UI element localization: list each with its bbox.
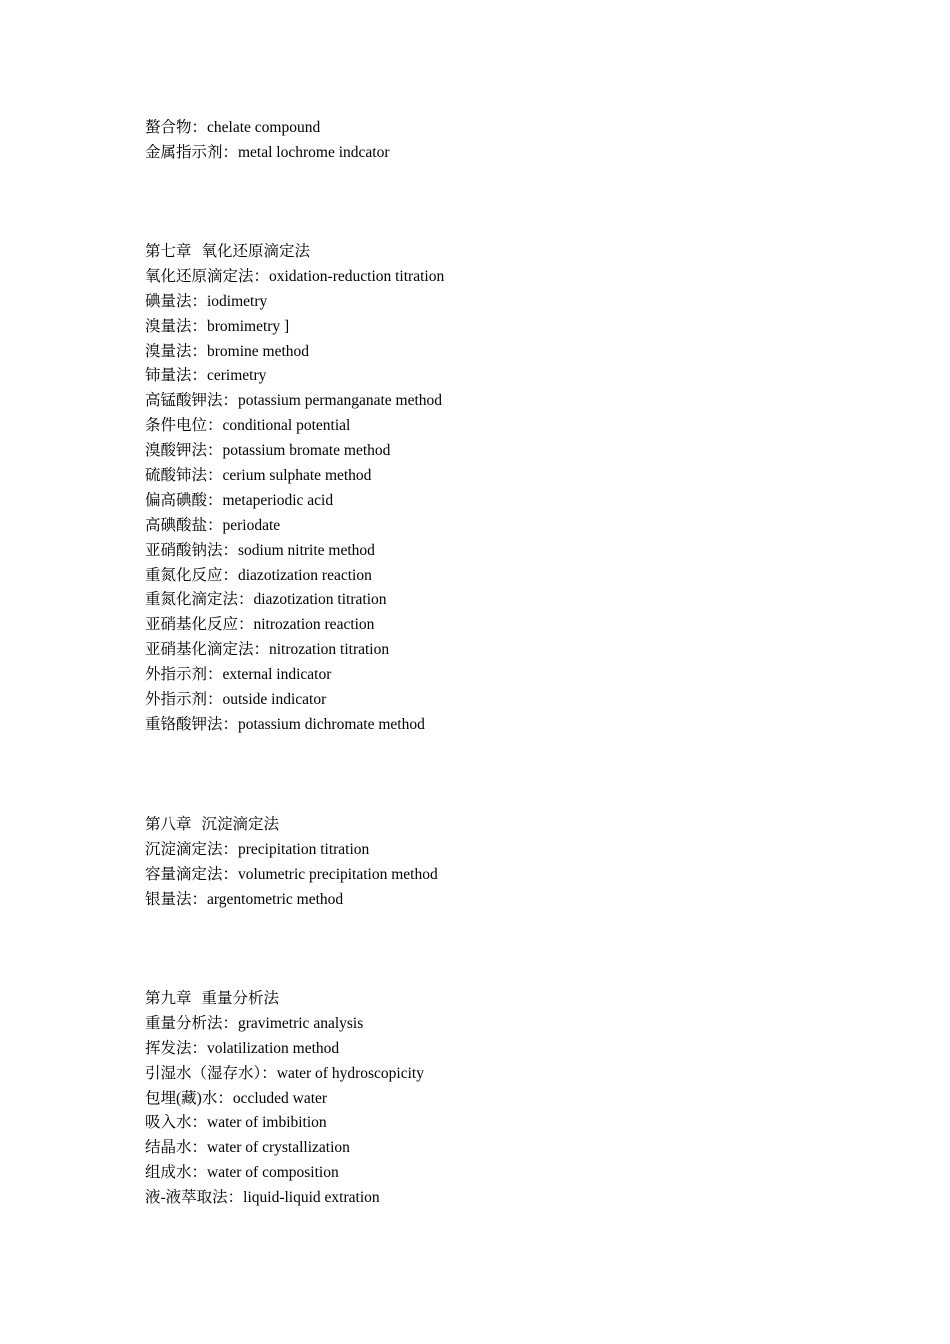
chapter-title: 氧化还原滴定法 bbox=[201, 243, 311, 260]
term-line: 引湿水（湿存水）：water of hydroscopicity bbox=[145, 1064, 424, 1082]
term-line: 外指示剂：outside indicator bbox=[145, 691, 327, 709]
term-line: 亚硝酸钠法：sodium nitrite method bbox=[145, 541, 375, 559]
term-line: 高锰酸钾法：potassium permanganate method bbox=[145, 392, 443, 410]
chapter-title: 重量分析法 bbox=[201, 990, 280, 1007]
chapter-heading bbox=[145, 240, 444, 265]
chapter-title: 沉淀滴定法 bbox=[201, 816, 280, 833]
term-line: 螯合物：chelate compound bbox=[145, 119, 321, 136]
chapter-8-section bbox=[145, 813, 438, 913]
term-line: 金属指示剂：metal lochrome indcator bbox=[145, 143, 390, 161]
term-line: 氧化还原滴定法：oxidation-reduction titration bbox=[145, 267, 445, 285]
term-line: 铈量法：cerimetry bbox=[145, 367, 267, 385]
term-line: 亚硝基化反应：nitrozation reaction bbox=[145, 616, 375, 634]
term-line: 碘量法：iodimetry bbox=[145, 292, 268, 310]
term-line: 沉淀滴定法：precipitation titration bbox=[145, 840, 370, 858]
term-line: 银量法：argentometric method bbox=[145, 890, 344, 908]
term-line: 液-液萃取法：liquid-liquid extration bbox=[145, 1189, 380, 1207]
term-line: 结晶水：water of crystallization bbox=[145, 1139, 350, 1157]
chapter-number: 第八章 bbox=[145, 816, 192, 833]
term-line: 吸入水：water of imbibition bbox=[145, 1114, 327, 1132]
term-line: 重量分析法：gravimetric analysis bbox=[145, 1014, 364, 1032]
term-line: 条件电位：conditional potential bbox=[145, 417, 351, 435]
chapter-number: 第七章 bbox=[145, 243, 192, 260]
term-line: 溴量法：bromimetry ] bbox=[145, 317, 290, 335]
chapter-number: 第九章 bbox=[145, 990, 192, 1007]
term-line: 偏高碘酸：metaperiodic acid bbox=[145, 491, 334, 509]
term-line: 外指示剂：external indicator bbox=[145, 666, 332, 684]
term-line: 溴量法：bromine method bbox=[145, 342, 310, 360]
term-line: 包埋(藏)水：occluded water bbox=[145, 1089, 328, 1107]
term-line: 重氮化滴定法：diazotization titration bbox=[145, 591, 387, 609]
term-line: 溴酸钾法：potassium bromate method bbox=[145, 442, 391, 460]
term-line: 挥发法：volatilization method bbox=[145, 1039, 340, 1057]
term-line: 硫酸铈法：cerium sulphate method bbox=[145, 467, 372, 485]
intro-term-list bbox=[145, 116, 390, 166]
term-line: 重铬酸钾法：potassium dichromate method bbox=[145, 715, 425, 733]
term-line: 容量滴定法：volumetric precipitation method bbox=[145, 865, 438, 883]
term-line: 组成水：water of composition bbox=[145, 1164, 339, 1182]
term-line: 重氮化反应：diazotization reaction bbox=[145, 566, 372, 584]
term-line: 高碘酸盐：periodate bbox=[145, 516, 281, 534]
chapter-7-section bbox=[145, 240, 444, 738]
chapter-heading bbox=[145, 813, 438, 838]
term-line: 亚硝基化滴定法：nitrozation titration bbox=[145, 641, 390, 659]
chapter-heading bbox=[145, 987, 424, 1012]
chapter-9-section bbox=[145, 987, 424, 1211]
